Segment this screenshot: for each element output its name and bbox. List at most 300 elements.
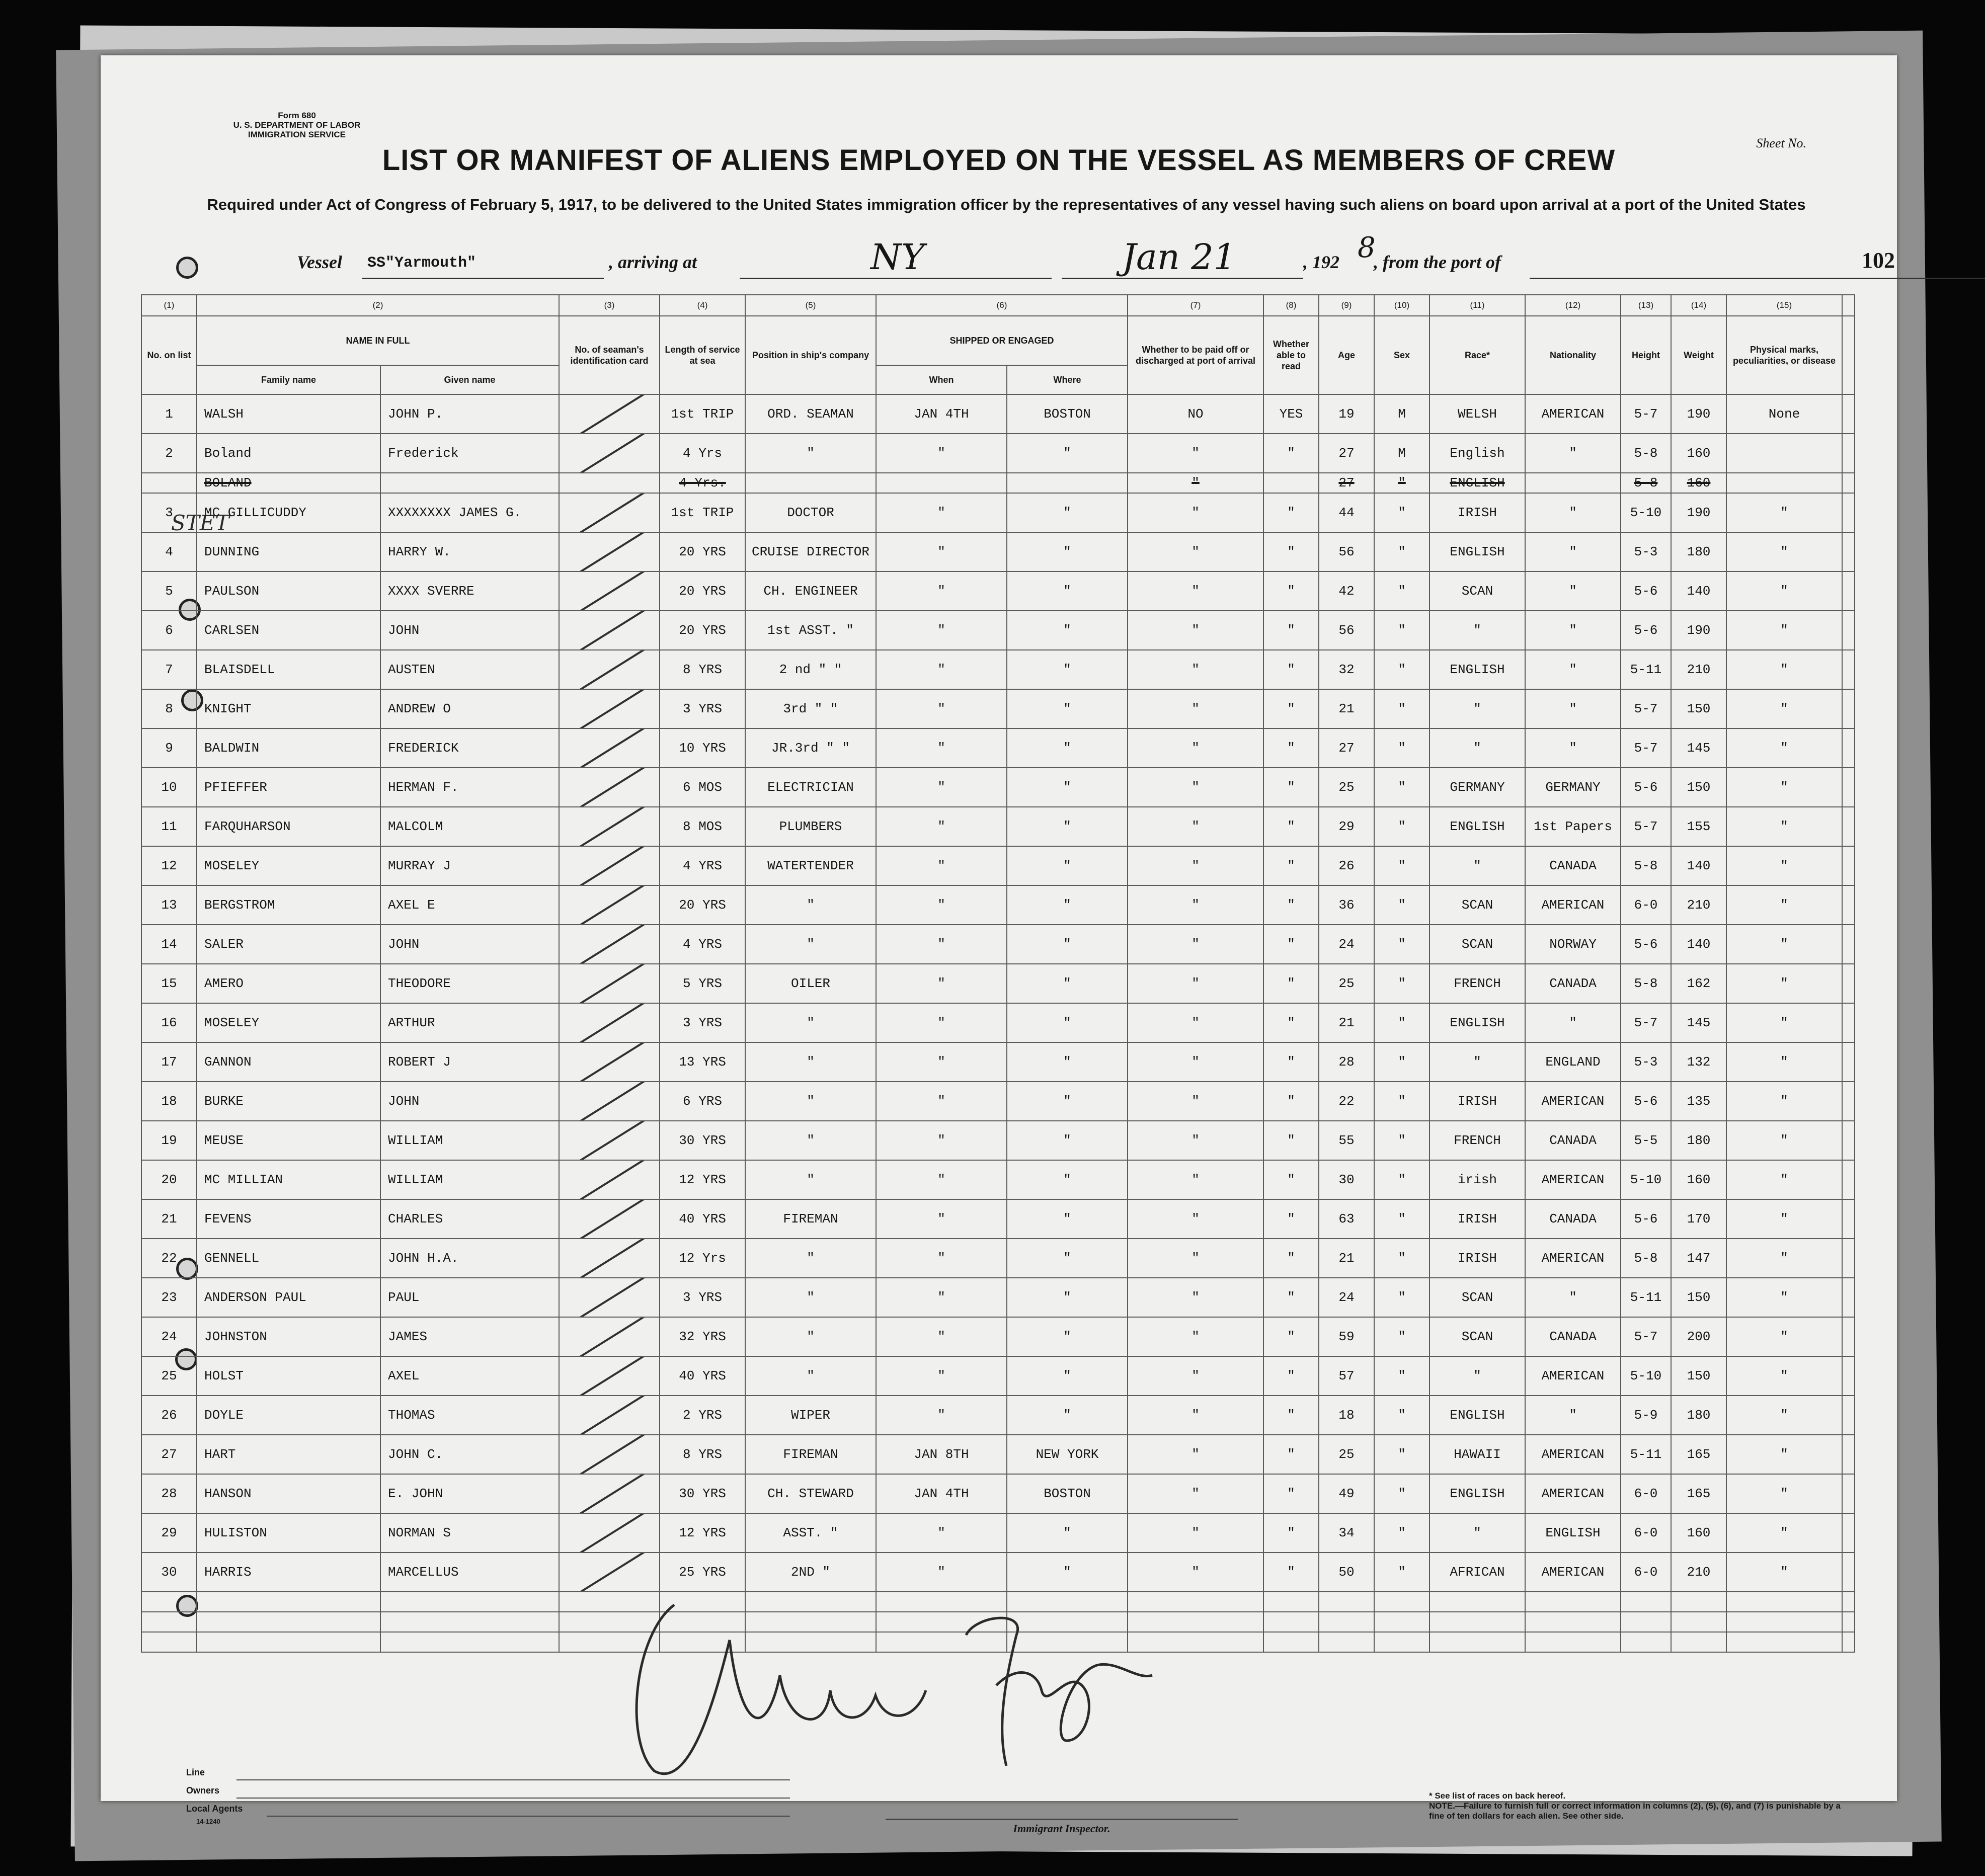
cell-marks: " (1726, 1160, 1842, 1199)
immigrant-inspector-label: Immigrant Inspector. (886, 1819, 1238, 1835)
cell-service: 10 YRS (660, 728, 745, 768)
spare-cell (1842, 1513, 1855, 1553)
cell-sex: M (1374, 394, 1430, 434)
cell-sex: " (1374, 1513, 1430, 1553)
cell-nationality (1525, 473, 1621, 493)
cell-weight: 200 (1671, 1317, 1726, 1356)
cell-position: " (745, 434, 876, 473)
cell-family: FEVENS (197, 1199, 380, 1239)
cell-race: IRISH (1430, 1239, 1525, 1278)
check-mark (574, 1474, 645, 1513)
cell-race: ENGLISH (1430, 1003, 1525, 1042)
cell-read: " (1263, 964, 1319, 1003)
cell-given: MURRAY J (380, 846, 559, 885)
cell-family: CARLSEN (197, 611, 380, 650)
cell-service: 8 MOS (660, 807, 745, 846)
check-mark (574, 1003, 645, 1042)
cell-race: IRISH (1430, 493, 1525, 532)
blank-cell (141, 1612, 197, 1632)
cell-read: " (1263, 1396, 1319, 1435)
cell-where: " (1007, 964, 1128, 1003)
cell-read: " (1263, 689, 1319, 728)
seaman-card-check (559, 532, 660, 572)
table-row (141, 572, 1855, 611)
cell-position: 2 nd " " (745, 650, 876, 689)
spare-cell (1842, 689, 1855, 728)
cell-where: BOSTON (1007, 394, 1128, 434)
seaman-card-check (559, 885, 660, 925)
cell-position: 2ND " (745, 1553, 876, 1592)
cell-paid: " (1128, 1042, 1263, 1082)
vessel-label: Vessel (297, 252, 342, 272)
cell-no: 10 (141, 768, 197, 807)
cell-marks: " (1726, 1553, 1842, 1592)
cell-position: FIREMAN (745, 1435, 876, 1474)
header-length-of-service: Length of service at sea (660, 316, 745, 394)
col-number: (5) (745, 295, 876, 316)
cell-weight: 160 (1671, 473, 1726, 493)
cell-nationality: CANADA (1525, 1199, 1621, 1239)
cell-service: 3 YRS (660, 689, 745, 728)
cell-family: HANSON (197, 1474, 380, 1513)
table-row (141, 1396, 1855, 1435)
cell-race: irish (1430, 1160, 1525, 1199)
blank-cell (1374, 1632, 1430, 1652)
check-mark (574, 1239, 645, 1278)
cell-paid: " (1128, 532, 1263, 572)
cell-paid: " (1128, 1278, 1263, 1317)
seaman-card-check (559, 1317, 660, 1356)
cell-race: SCAN (1430, 1317, 1525, 1356)
cell-read: " (1263, 611, 1319, 650)
cell-height: 5-10 (1621, 1160, 1671, 1199)
cell-sex: " (1374, 1553, 1430, 1592)
cell-marks: " (1726, 611, 1842, 650)
table-row (141, 1082, 1855, 1121)
table-row (141, 532, 1855, 572)
seaman-card-check (559, 1278, 660, 1317)
cell-position: CH. ENGINEER (745, 572, 876, 611)
table-row (141, 1199, 1855, 1239)
cell-paid: NO (1128, 394, 1263, 434)
cell-sex: " (1374, 1278, 1430, 1317)
cell-weight: 150 (1671, 689, 1726, 728)
cell-race: GERMANY (1430, 768, 1525, 807)
cell-family: DUNNING (197, 532, 380, 572)
cell-nationality: " (1525, 728, 1621, 768)
cell-age: 24 (1319, 925, 1374, 964)
cell-where: " (1007, 768, 1128, 807)
sheet-number-label: Sheet No. (1756, 136, 1806, 150)
cell-weight: 140 (1671, 572, 1726, 611)
vessel-name: SS"Yarmouth" (367, 255, 477, 272)
cell-when: " (876, 1356, 1007, 1396)
cell-family: BALDWIN (197, 728, 380, 768)
cell-position: 1st ASST. " (745, 611, 876, 650)
cell-paid: " (1128, 768, 1263, 807)
cell-family: BOLAND (197, 473, 380, 493)
cell-family: HARRIS (197, 1553, 380, 1592)
blank-cell (1374, 1592, 1430, 1612)
check-mark (574, 1199, 645, 1239)
table-row (141, 434, 1855, 473)
cell-given: JOHN (380, 925, 559, 964)
cell-race: IRISH (1430, 1082, 1525, 1121)
cell-service: 13 YRS (660, 1042, 745, 1082)
cell-service: 4 YRS (660, 925, 745, 964)
blank-cell (1263, 1632, 1319, 1652)
cell-marks: " (1726, 1121, 1842, 1160)
cell-sex: " (1374, 964, 1430, 1003)
cell-height: 5-3 (1621, 532, 1671, 572)
cell-service: 32 YRS (660, 1317, 745, 1356)
blank-cell (141, 1632, 197, 1652)
cell-sex: " (1374, 1082, 1430, 1121)
cell-given: MALCOLM (380, 807, 559, 846)
cell-service: 4 Yrs. (660, 473, 745, 493)
cell-service: 12 YRS (660, 1513, 745, 1553)
table-row (141, 394, 1855, 434)
cell-no: 5 (141, 572, 197, 611)
cell-height: 5-5 (1621, 1121, 1671, 1160)
cell-when: " (876, 689, 1007, 728)
cell-no: 6 (141, 611, 197, 650)
cell-paid: " (1128, 1317, 1263, 1356)
cell-given: JOHN C. (380, 1435, 559, 1474)
col-number: (1) (141, 295, 197, 316)
cell-sex: " (1374, 1356, 1430, 1396)
cell-race: ENGLISH (1430, 1474, 1525, 1513)
cell-race: " (1430, 1513, 1525, 1553)
cell-race: " (1430, 611, 1525, 650)
cell-height: 5-11 (1621, 1278, 1671, 1317)
cell-weight: 180 (1671, 1396, 1726, 1435)
cell-given: HERMAN F. (380, 768, 559, 807)
cell-height: 5-6 (1621, 1082, 1671, 1121)
cell-marks: " (1726, 846, 1842, 885)
cell-race: English (1430, 434, 1525, 473)
cell-where: " (1007, 572, 1128, 611)
cell-when: " (876, 532, 1007, 572)
cell-service: 20 YRS (660, 532, 745, 572)
cell-given: JOHN P. (380, 394, 559, 434)
cell-read: " (1263, 1239, 1319, 1278)
header-physical-marks: Physical marks, peculiarities, or disease (1726, 316, 1842, 394)
cell-weight: 190 (1671, 493, 1726, 532)
cell-nationality: CANADA (1525, 1121, 1621, 1160)
cell-where: " (1007, 1239, 1128, 1278)
blank-cell (1525, 1632, 1621, 1652)
cell-no: 27 (141, 1435, 197, 1474)
cell-where: " (1007, 1396, 1128, 1435)
cell-when: JAN 8TH (876, 1435, 1007, 1474)
spare-cell (1842, 1042, 1855, 1082)
blank-cell (197, 1592, 380, 1612)
cell-when: " (876, 650, 1007, 689)
cell-age: 24 (1319, 1278, 1374, 1317)
cell-race: ENGLISH (1430, 532, 1525, 572)
spare-cell (1842, 1396, 1855, 1435)
cell-marks: " (1726, 885, 1842, 925)
cell-position: ORD. SEAMAN (745, 394, 876, 434)
cell-service: 30 YRS (660, 1121, 745, 1160)
spare-cell (1842, 473, 1855, 493)
cell-marks: " (1726, 925, 1842, 964)
cell-height: 5-8 (1621, 434, 1671, 473)
cell-position: " (745, 885, 876, 925)
seaman-card-check (559, 1474, 660, 1513)
cell-when: " (876, 846, 1007, 885)
cell-family: PFIEFFER (197, 768, 380, 807)
cell-when: " (876, 768, 1007, 807)
cell-age: 26 (1319, 846, 1374, 885)
table-row (141, 728, 1855, 768)
spare-cell (1842, 394, 1855, 434)
cell-family: MOSELEY (197, 1003, 380, 1042)
cell-sex: " (1374, 572, 1430, 611)
cell-nationality: AMERICAN (1525, 1474, 1621, 1513)
cell-height: 6-0 (1621, 1553, 1671, 1592)
blank-cell (1842, 1612, 1855, 1632)
seaman-card-check (559, 768, 660, 807)
blank-cell (1374, 1612, 1430, 1632)
cell-sex: " (1374, 1042, 1430, 1082)
blank-cell (1726, 1592, 1842, 1612)
cell-weight: 135 (1671, 1082, 1726, 1121)
cell-race: HAWAII (1430, 1435, 1525, 1474)
col-number: (2) (197, 295, 559, 316)
cell-weight: 140 (1671, 846, 1726, 885)
cell-height: 5-7 (1621, 728, 1671, 768)
cell-where: " (1007, 611, 1128, 650)
cell-age: 59 (1319, 1317, 1374, 1356)
check-mark (574, 885, 645, 925)
cell-sex: " (1374, 650, 1430, 689)
cell-position: WIPER (745, 1396, 876, 1435)
cell-position: CH. STEWARD (745, 1474, 876, 1513)
cell-when: " (876, 1553, 1007, 1592)
seaman-card-check (559, 394, 660, 434)
cell-nationality: CANADA (1525, 1317, 1621, 1356)
cell-race: ENGLISH (1430, 807, 1525, 846)
spare-cell (1842, 650, 1855, 689)
cell-where: " (1007, 434, 1128, 473)
table-row (141, 807, 1855, 846)
check-mark (574, 650, 645, 689)
spare-header (1842, 316, 1855, 394)
cell-no: 18 (141, 1082, 197, 1121)
table-row (141, 925, 1855, 964)
seaman-card-check (559, 1199, 660, 1239)
cell-marks: " (1726, 728, 1842, 768)
cell-weight: 162 (1671, 964, 1726, 1003)
cell-nationality: " (1525, 650, 1621, 689)
blank-cell (1319, 1592, 1374, 1612)
manifest-page (101, 55, 1897, 1835)
cell-no: 28 (141, 1474, 197, 1513)
cell-weight: 165 (1671, 1474, 1726, 1513)
table-row (141, 493, 1855, 532)
cell-height: 5-7 (1621, 689, 1671, 728)
cell-race: SCAN (1430, 885, 1525, 925)
cell-position: " (745, 1239, 876, 1278)
blank-cell (197, 1612, 380, 1632)
cell-read: " (1263, 1042, 1319, 1082)
check-mark (574, 394, 645, 434)
cell-where: " (1007, 1160, 1128, 1199)
cell-read: " (1263, 846, 1319, 885)
cell-where: " (1007, 925, 1128, 964)
arriving-label: , arriving at (609, 252, 697, 272)
cell-sex: " (1374, 1003, 1430, 1042)
cell-service: 2 YRS (660, 1396, 745, 1435)
cell-given: AUSTEN (380, 650, 559, 689)
cell-age: 50 (1319, 1553, 1374, 1592)
seaman-card-check (559, 925, 660, 964)
cell-given: JOHN H.A. (380, 1239, 559, 1278)
check-mark (574, 1396, 645, 1435)
check-mark (574, 1042, 645, 1082)
cell-height: 5-8 (1621, 473, 1671, 493)
cell-service: 4 Yrs (660, 434, 745, 473)
form-number: Form 680 (278, 111, 316, 120)
cell-age: 30 (1319, 1160, 1374, 1199)
cell-when: " (876, 964, 1007, 1003)
cell-race: " (1430, 846, 1525, 885)
table-row (141, 1513, 1855, 1553)
cell-paid: " (1128, 1082, 1263, 1121)
col-number: (6) (876, 295, 1128, 316)
header-where: Where (1007, 365, 1128, 394)
col-number: (4) (660, 295, 745, 316)
cell-position: " (745, 1121, 876, 1160)
from-port-label: , from the port of (1374, 252, 1501, 272)
binder-hole (176, 257, 198, 279)
col-number: (3) (559, 295, 660, 316)
cell-sex: " (1374, 1160, 1430, 1199)
cell-service: 12 Yrs (660, 1239, 745, 1278)
cell-position: PLUMBERS (745, 807, 876, 846)
cell-no: 1 (141, 394, 197, 434)
seaman-card-check (559, 1160, 660, 1199)
cell-weight: 180 (1671, 532, 1726, 572)
cell-race: WELSH (1430, 394, 1525, 434)
spare-cell (1842, 1435, 1855, 1474)
cell-where: " (1007, 885, 1128, 925)
cell-age: 18 (1319, 1396, 1374, 1435)
cell-marks: " (1726, 532, 1842, 572)
cell-age: 25 (1319, 1435, 1374, 1474)
cell-where: " (1007, 1199, 1128, 1239)
seaman-card-check (559, 846, 660, 885)
table-row (141, 1474, 1855, 1513)
blank-cell (1842, 1592, 1855, 1612)
cell-where: " (1007, 846, 1128, 885)
cell-nationality: AMERICAN (1525, 1239, 1621, 1278)
cell-where: " (1007, 1513, 1128, 1553)
cell-read: " (1263, 1278, 1319, 1317)
cell-no: 9 (141, 728, 197, 768)
cell-read: " (1263, 1435, 1319, 1474)
cell-no: 23 (141, 1278, 197, 1317)
header-shipped-or-engaged: SHIPPED OR ENGAGED (876, 316, 1128, 365)
spare-column (1842, 295, 1855, 316)
cell-no: 19 (141, 1121, 197, 1160)
cell-position: " (745, 1317, 876, 1356)
cell-given: CHARLES (380, 1199, 559, 1239)
cell-read: YES (1263, 394, 1319, 434)
cell-no (141, 473, 197, 493)
check-mark (574, 532, 645, 572)
cell-where: " (1007, 1042, 1128, 1082)
cell-weight: 150 (1671, 1356, 1726, 1396)
cell-sex: " (1374, 885, 1430, 925)
table-row (141, 611, 1855, 650)
col-number: (13) (1621, 295, 1671, 316)
spare-cell (1842, 728, 1855, 768)
cell-service: 20 YRS (660, 572, 745, 611)
cell-no: 13 (141, 885, 197, 925)
blank-cell (380, 1592, 559, 1612)
cell-sex: " (1374, 611, 1430, 650)
cell-age: 55 (1319, 1121, 1374, 1160)
cell-paid: " (1128, 728, 1263, 768)
check-mark (574, 925, 645, 964)
cell-family: BLAISDELL (197, 650, 380, 689)
cell-height: 5-6 (1621, 572, 1671, 611)
line-field-underline (236, 1779, 790, 1780)
cell-where: " (1007, 493, 1128, 532)
cell-family: MC GILLICUDDY (197, 493, 380, 532)
blank-cell (1621, 1632, 1671, 1652)
cell-where: " (1007, 1553, 1128, 1592)
cell-paid: " (1128, 1239, 1263, 1278)
blank-cell (1621, 1592, 1671, 1612)
cell-height: 5-8 (1621, 846, 1671, 885)
cell-service: 40 YRS (660, 1356, 745, 1396)
cell-given: AXEL E (380, 885, 559, 925)
seaman-card-check (559, 1513, 660, 1553)
cell-nationality: " (1525, 434, 1621, 473)
cell-race: SCAN (1430, 925, 1525, 964)
cell-weight: 180 (1671, 1121, 1726, 1160)
cell-age: 27 (1319, 473, 1374, 493)
cell-nationality: 1st Papers (1525, 807, 1621, 846)
cell-height: 5-11 (1621, 650, 1671, 689)
cell-paid: " (1128, 1160, 1263, 1199)
cell-family: KNIGHT (197, 689, 380, 728)
cell-no: 21 (141, 1199, 197, 1239)
cell-family: GANNON (197, 1042, 380, 1082)
cell-paid: " (1128, 1553, 1263, 1592)
cell-read: " (1263, 434, 1319, 473)
cell-no: 20 (141, 1160, 197, 1199)
seaman-card-check (559, 434, 660, 473)
form-code: 14-1240 (196, 1818, 220, 1825)
blank-cell (1319, 1612, 1374, 1632)
line-label: Line (186, 1767, 205, 1777)
spare-cell (1842, 572, 1855, 611)
cell-marks: " (1726, 1042, 1842, 1082)
cell-when: " (876, 493, 1007, 532)
blank-cell (1263, 1612, 1319, 1632)
cell-nationality: " (1525, 1396, 1621, 1435)
cell-marks: " (1726, 1278, 1842, 1317)
cell-nationality: ENGLISH (1525, 1513, 1621, 1553)
cell-age: 32 (1319, 650, 1374, 689)
cell-family: HART (197, 1435, 380, 1474)
seaman-card-check (559, 728, 660, 768)
